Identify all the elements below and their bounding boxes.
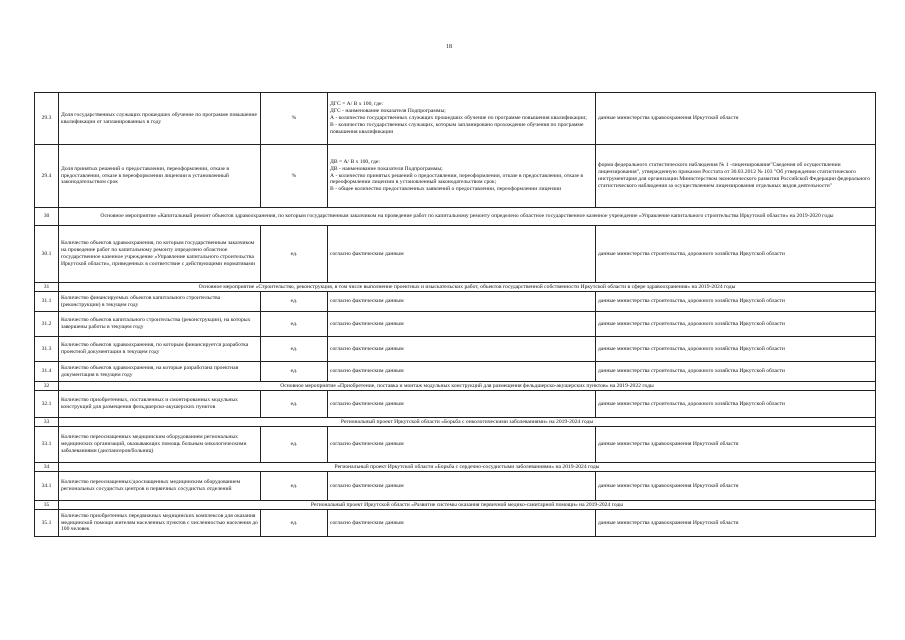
indicator-name: Количество приобретенных передвижных медицинских комплексов для оказания медицинской помощи жителям населенных пунктов с численностью населения до 100 человек <box>59 510 261 537</box>
indicator-name: Количество объектов здравоохранения, по которым государственным заказчиком на проведение работ по капитальному ремонту определено областное государственное казенное учреждение «Управление капитального строительства Иркутской области», приведенных в соответствие с действующими нормативами <box>59 226 261 283</box>
row-number: 32.1 <box>35 391 59 418</box>
source-cell: данные министерства строительства, дорожного хозяйства Иркутской области <box>596 337 876 362</box>
source-cell: данные министерства строительства, дорожного хозяйства Иркутской области <box>596 226 876 283</box>
row-number: 35 <box>35 501 59 510</box>
section-heading: Региональный проект Иркутской области «Борьба с онкологическими заболеваниями» на 2019-2024 годы <box>59 418 876 427</box>
source-cell: данные министерства строительства, дорожного хозяйства Иркутской области <box>596 292 876 312</box>
method-line: В - количество государственных служащих, которым запланировано прохождение обучения по программе повышения квалификации <box>330 121 584 135</box>
method-cell: согласно фактическим данным <box>328 391 596 418</box>
method-line: А - количество государственных служащих прошедших обучение по программе повышения квалификации; <box>330 115 587 121</box>
method-line: ДГС - наименование показателя Подпрограммы; <box>330 108 446 115</box>
method-cell: согласно фактическим данным <box>328 312 596 337</box>
unit-cell: ед. <box>261 472 328 501</box>
method-cell: согласно фактическим данным <box>328 427 596 463</box>
unit-cell: ед. <box>261 337 328 362</box>
indicator-name: Количество приобретенных, поставленных и смонтированных модульных конструкций для размещения фельдшерско-акушерских пунктов <box>59 391 261 418</box>
unit-cell: ед. <box>261 510 328 537</box>
row-number: 29.3 <box>35 93 59 145</box>
row-number: 30 <box>35 208 59 226</box>
source-cell: данные министерства здравоохранения Иркутской области <box>596 472 876 501</box>
row-number: 31.4 <box>35 362 59 382</box>
indicator-name: Количество переоснащенных/дооснащенных медицинским оборудованием региональных сосудистых центров и первичных сосудистых отделений <box>59 472 261 501</box>
unit-cell: ед. <box>261 391 328 418</box>
indicator-name: Доля принятых решений о предоставлении, переоформлении, отказе в предоставлении, отказе в переоформлении лицензии в установленный законодательством срок <box>59 145 261 208</box>
section-heading: Основное мероприятие «Капитальный ремонт объектов здравоохранения, по которым государственным заказчиком на проведение работ по капитальному ремонту определено областное государственное казенное учреждение «Управление капитального строительства Иркутской области» на 2019-2020 годы <box>59 208 876 226</box>
unit-cell: % <box>261 93 328 145</box>
unit-cell: ед. <box>261 312 328 337</box>
table-row <box>35 226 876 283</box>
row-number: 34.1 <box>35 472 59 501</box>
table-row <box>35 337 876 362</box>
row-number: 31.1 <box>35 292 59 312</box>
row-number: 31.2 <box>35 312 59 337</box>
unit-cell: ед. <box>261 427 328 463</box>
method-cell: согласно фактическим данным <box>328 472 596 501</box>
table-row <box>35 391 876 418</box>
source-cell: данные министерства строительства, дорожного хозяйства Иркутской области <box>596 312 876 337</box>
method-cell: согласно фактическим данным <box>328 510 596 537</box>
table-row <box>35 312 876 337</box>
method-cell: согласно фактическим данным <box>328 292 596 312</box>
section-heading-row <box>35 418 876 427</box>
table-row <box>35 472 876 501</box>
indicator-name: Количество переоснащенных медицинским оборудованием региональных медицинских организаций, оказывающих помощь больным онкологическими заболеваниями (диспансеров/больниц) <box>59 427 261 463</box>
source-cell: данные министерства строительства, дорожного хозяйства Иркутской области <box>596 362 876 382</box>
row-number: 33 <box>35 418 59 427</box>
indicator-name: Количество объектов капитального строительства (реконструкции), на которых завершены работы в текущем году <box>59 312 261 337</box>
method-line: ДВ = А/ В х 100, где: <box>330 158 380 165</box>
source-cell: данные министерства здравоохранения Иркутской области <box>596 510 876 537</box>
row-number: 32 <box>35 382 59 391</box>
row-number: 31.3 <box>35 337 59 362</box>
method-line: ДВ - наименование показателя Подпрограммы; <box>330 165 443 172</box>
unit-cell: ед. <box>261 292 328 312</box>
row-number: 34 <box>35 463 59 472</box>
table-row <box>35 427 876 463</box>
method-cell: согласно фактическим данным <box>328 226 596 283</box>
source-cell: данные министерства здравоохранения Иркутской области <box>596 427 876 463</box>
source-cell: данные министерства здравоохранения Иркутской области <box>596 93 876 145</box>
method-cell: согласно фактическим данным <box>328 337 596 362</box>
method-line: ДГС = А/ В х 100, где: <box>330 101 384 108</box>
unit-cell: ед. <box>261 226 328 283</box>
section-heading: Региональный проект Иркутской области «Развитие системы оказания первичной медико-санитарной помощи» на 2019-2024 годы <box>59 501 876 510</box>
source-cell: данные министерства строительства, дорожного хозяйства Иркутской области <box>596 391 876 418</box>
section-heading: Основное мероприятие «Строительство, реконструкция, в том числе выполнение проектных и изыскательских работ, объектов государственной собственности Иркутской области в сфере здравоохранения» на 2019-2024 годы <box>59 283 876 292</box>
method-line: А - количество принятых решений о предоставлении, переоформлении, отказе в предоставлении, отказе в переоформлении лицензии в установленный законодательством срок; <box>330 172 584 186</box>
table-row <box>35 93 876 145</box>
indicators-table <box>34 92 876 537</box>
method-line: В - общее количество предоставленных заявлений о предоставлении, переоформлении лицензии <box>330 186 562 193</box>
row-number: 31 <box>35 283 59 292</box>
section-heading: Основное мероприятие «Приобретение, поставка и монтаж модульных конструкций для размещения фельдшерско-акушерских пунктов» на 2019-2022 годы <box>59 382 876 391</box>
table-row <box>35 145 876 208</box>
table-row <box>35 362 876 382</box>
indicator-name: Доля государственных служащих прошедших обучение по программе повышение квалификации от запланированных в году <box>59 93 261 145</box>
row-number: 30.1 <box>35 226 59 283</box>
row-number: 35.1 <box>35 510 59 537</box>
indicator-name: Количество объектов здравоохранения, на которые разработана проектная документация в текущем году <box>59 362 261 382</box>
unit-cell: ед. <box>261 362 328 382</box>
section-heading-row <box>35 208 876 226</box>
page-number: 18 <box>446 44 452 50</box>
section-heading-row <box>35 463 876 472</box>
source-cell: форма федерального статистического наблюдения № 1 -лицензирование"Сведения об осуществлении лицензирования", утвержденную приказом Росстата от 30.03.2012 № 103 "Об утверждении статистического инструментария для организации Министерством экономического развития Российской Федерации федерального статистического наблюдения за осуществлением лицензирования отдельных видов деятельности" <box>596 145 876 208</box>
table-row <box>35 292 876 312</box>
table-row <box>35 510 876 537</box>
method-cell: согласно фактическим данным <box>328 362 596 382</box>
section-heading-row <box>35 283 876 292</box>
section-heading-row <box>35 382 876 391</box>
indicator-name: Количество финансируемых объектов капитального строительства (реконструкции) в текущем году <box>59 292 261 312</box>
section-heading-row <box>35 501 876 510</box>
indicator-name: Количество объектов здравоохранения, по которым финансируется разработка проектной документации в текущем году <box>59 337 261 362</box>
method-cell <box>328 93 596 145</box>
row-number: 33.1 <box>35 427 59 463</box>
row-number: 29.4 <box>35 145 59 208</box>
section-heading: Региональный проект Иркутской области «Борьба с сердечно-сосудистыми заболеваниями» на 2019-2024 годы <box>59 463 876 472</box>
unit-cell: % <box>261 145 328 208</box>
method-cell <box>328 145 596 208</box>
